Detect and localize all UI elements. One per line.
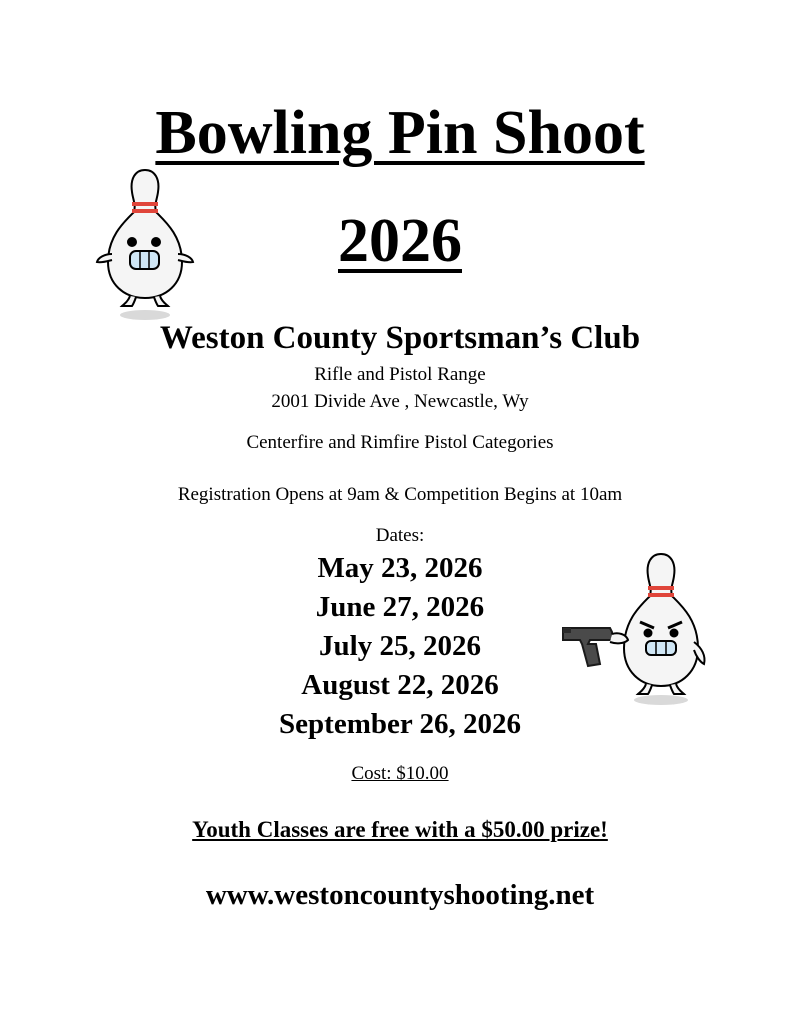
- event-date: June 27, 2026: [315, 591, 485, 623]
- scared-bowling-pin-icon: [92, 166, 200, 326]
- event-schedule: Registration Opens at 9am & Competition Begins at 10am: [177, 484, 623, 505]
- dates-label: Dates:: [375, 525, 425, 546]
- event-date: August 22, 2026: [301, 669, 499, 701]
- youth-classes-note: Youth Classes are free with a $50.00 prize!: [192, 817, 608, 842]
- page-title: Bowling Pin Shoot: [155, 99, 645, 167]
- club-address: 2001 Divide Ave , Newcastle, Wy: [271, 391, 529, 412]
- event-date: May 23, 2026: [317, 552, 483, 584]
- bowling-pin-with-pistol-icon: [560, 550, 715, 710]
- event-date: September 26, 2026: [279, 708, 521, 740]
- event-cost: Cost: $10.00: [351, 763, 449, 784]
- club-name: Weston County Sportsman’s Club: [159, 320, 641, 356]
- club-range: Rifle and Pistol Range: [314, 364, 486, 385]
- event-categories: Centerfire and Rimfire Pistol Categories: [246, 432, 554, 453]
- event-date: July 25, 2026: [319, 630, 481, 662]
- page-year: 2026: [338, 207, 462, 275]
- website-link[interactable]: www.westoncountyshooting.net: [205, 879, 595, 911]
